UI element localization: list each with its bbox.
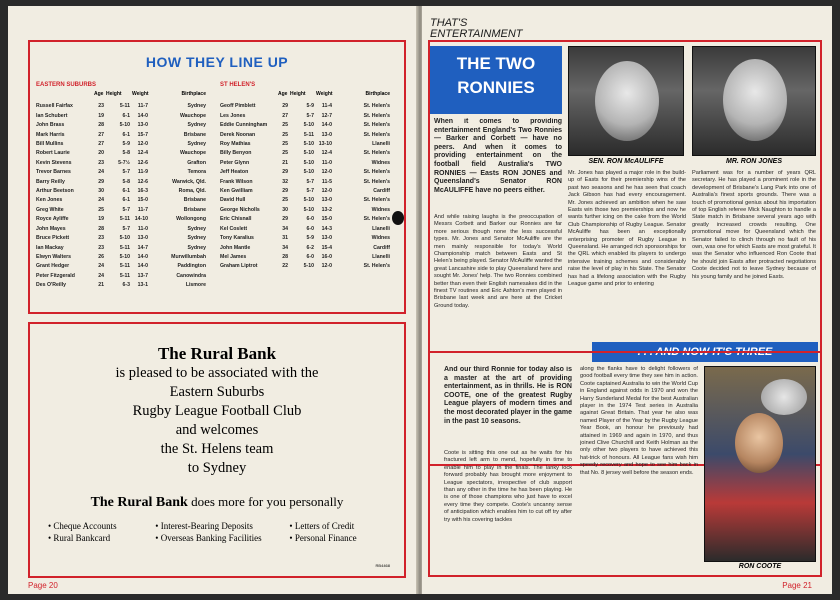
coote-column-1: Coote is sitting this one out as he waits for his fractured left arm to mend, hopefully in time to enable him to play in the finals. The lanky lock forward probably has brought more enjoyment to League spectators, irrespective of club support than any other in the time he has been playing. He is one of those champions who just have to excel every time they compete. Coote's uncanny sense of anticipation which enables him to cut off try after try with his covering tackles (444, 450, 572, 523)
table-row: Arthur Beetson 30 6-1 16-3 Roma, Qld. (36, 188, 206, 195)
article-column-1: And while raising laughs is the preoccupation of Messrs Corbett and Barker our Ronnies are far more serious though none the less successful types. Mr. Jones and Senator McAuliffe are the men mainly responsible for today's World Championship match between Easts and St Helen's being played. Senator McAuliffe wanted the great Lancashire side to play Queensland here and sought Mr. Jones' help. The two Ronnies combined better than even their English namesakes did in the finest TV routines and Eric Ashton's men played in Brisbane last week and are here at the Cricket Ground today. (434, 214, 562, 309)
table-row: Mel James 28 6-0 16-0 Llanelli (220, 253, 390, 260)
team-name: EASTERN SUBURBS (36, 82, 97, 88)
table-row: Trevor Barnes 24 5-7 11-9 Temora (36, 169, 206, 176)
lineup-title: HOW THEY LINE UP (145, 54, 289, 70)
table-row: Ken Jones 24 6-1 15-0 Brisbane (36, 197, 206, 204)
table-row: John Mayes 28 5-7 11-0 Sydney (36, 225, 206, 232)
caption-mcauliffe: SEN. RON McAULIFFE (588, 158, 664, 165)
page-number: Page 21 (782, 581, 812, 590)
bank-services: • Cheque Accounts • Interest-Bearing Deposits • Letters of Credit • Rural Bankcard • Overseas Banking Facilities • Personal Finance (48, 521, 357, 543)
photo-coote (704, 366, 816, 562)
article-column-3: Parliament was for a number of years QRL secretary. He has played a prominent role in the development of Brisbane's Lang Park into one of Australia's finest sports grounds. There was a touch of promotional genius about his importation of top English referee Mick Naughton to handle a State match in Brisbane several years ago with greatly increased crowds resulting. One promotional move for Queensland which the Senator failed to clinch through no fault of his own, was one for which Easts are most grateful. It was the Senator who influenced Ron Coote that he should join Easts after protracted negotiations Coote decided not to leave Sydney because of his young family and he joined Easts. (692, 170, 816, 280)
bank-line: Eastern Suburbs (169, 384, 265, 400)
bank-line: Rugby League Football Club (132, 403, 302, 419)
coote-column-2: along the flanks have to delight followers of good football every time they see him in action. Coote captained Australia to win the World Cup in England against odds in 1970 and won the Harry Sunderland Medal for the best Australian player in the 1974 Test series in Australia against Great Britain. That year he also was named Player of the Year by the Rugby League Year Book, an honour he previously had attained in 1969 and again in 1970, and thus joined Clive Churchill and Keith Holman as the only other two players to have achieved this hat-trick of honours. All League fans wish him speedy recovery and hope to see him back in that No. 8 jersey well before the season ends. (580, 366, 698, 476)
table-row: Russell Fairfax 23 5-11 11-7 Sydney (36, 103, 206, 110)
table-row: Ian Schubert 19 6-1 14-0 Wauchope (36, 112, 206, 119)
table-row: Royce Ayliffe 19 5-11 14-10 Wollongong (36, 216, 206, 223)
photo-jones (692, 46, 816, 156)
table-row: John Mantle 34 6-2 15-4 Cardiff (220, 244, 390, 251)
bank-line: and welcomes (175, 422, 259, 438)
table-row: Kevin Stevens 23 5-7½ 12-6 Grafton (36, 159, 206, 166)
table-row: Bruce Pickett 23 5-10 13-0 Sydney (36, 235, 206, 242)
table-row: Kel Coslett 34 6-0 14-3 Llanelli (220, 225, 390, 232)
table-row: Graham Liptrot 22 5-10 12-0 St. Helen's (220, 263, 390, 270)
table-row: Derek Noonan 25 5-11 13-0 St. Helen's (220, 131, 390, 138)
eastern-suburbs-table (36, 82, 214, 291)
punch-hole (392, 211, 404, 225)
kicker: THAT'S ENTERTAINMENT (430, 17, 523, 40)
table-row: Roy Mathias 25 5-10 13-10 Llanelli (220, 141, 390, 148)
table-row: Tony Karalius 31 5-9 13-0 Widnes (220, 235, 390, 242)
table-row: Ken Gwilliam 29 5-7 12-0 Cardiff (220, 188, 390, 195)
team-name: ST HELEN'S (220, 82, 256, 88)
table-row: Mark Harris 27 6-1 15-7 Brisbane (36, 131, 206, 138)
table-row: Bill Mullins 27 5-9 12-0 Sydney (36, 141, 206, 148)
intro-text: When it comes to providing entertainment England's Two Ronnies — Barker and Corbett — have no peers. And when it comes to providing entertainment on the football field Australia's TWO RONNIES — Easts RON JONES and Queensland's Senator RON McAULIFFE have no peers either. (434, 118, 562, 194)
table-row: Peter Fitzgerald 24 5-11 13-7 Canowindra (36, 272, 206, 279)
lineup-box (28, 40, 406, 314)
table-row: George Nicholls 30 5-10 13-2 Widnes (220, 206, 390, 213)
table-row: Billy Benyon 25 5-10 12-4 St. Helen's (220, 150, 390, 157)
table-row: Eddie Cunningham 25 5-10 14-0 St. Helen's (220, 122, 390, 129)
rural-bank-ad (28, 322, 406, 578)
table-row: Des O'Reilly 21 6-3 13-1 Lismore (36, 282, 206, 289)
st-helens-table (220, 82, 398, 291)
article-column-2: Mr. Jones has played a major role in the build-up of Easts for their premiership wins of the past two seasons and he has seen that coach Jack Gibson has had every encouragement. Mr. Jones achieved an ambition when he saw Easts win those two premierships and now he wants further icing on the cake from the World Club Championship of Rugby League. Senator McAuliffe has been an exceptionally enterprising promoter of Rugby League in Queensland. He arranged rich sponsorships for the QRL which enabled its players to undergo intensive training schemes and considerably raise the level of play in his State. The Senator has had a lifelong association with the Rugby League game and prior to entering (568, 170, 686, 288)
table-header: Age Height Weight Birthplace (94, 91, 206, 97)
table-row: Greg White 25 5-7 11-7 Brisbane (36, 206, 206, 213)
table-row: David Hull 25 5-10 13-0 St. Helen's (220, 197, 390, 204)
table-row: Peter Glynn 21 5-10 11-0 Widnes (220, 159, 390, 166)
and-now-its-three-banner: . . . AND NOW IT'S THREE (592, 342, 818, 362)
bank-slogan: The Rural Bank does more for you personally (90, 494, 344, 510)
table-header: Age Height Weight Birthplace (278, 91, 390, 97)
caption-coote: RON COOTE (738, 563, 782, 570)
table-row: Les Jones 27 5-7 12-7 St. Helen's (220, 112, 390, 119)
table-body (220, 102, 398, 271)
bank-line: to Sydney (187, 460, 247, 476)
table-row: John Brass 28 5-10 13-0 Sydney (36, 122, 206, 129)
page-number: Page 20 (28, 581, 58, 590)
table-row: Elwyn Walters 26 5-10 14-0 Murwillumbah (36, 253, 206, 260)
bank-line: is pleased to be associated with the (115, 365, 319, 381)
table-row: Jeff Heaton 29 5-10 12-0 St. Helen's (220, 169, 390, 176)
table-row: Robert Laurie 20 5-8 12-4 Wauchope (36, 150, 206, 157)
photo-mcauliffe (568, 46, 684, 156)
table-row: Ian Mackay 23 5-11 14-7 Sydney (36, 244, 206, 251)
coote-intro: And our third Ronnie for today also is a master at the art of providing entertainment, as in thrills. He is RON COOTE, one of the greatest Rugby League players of modern times and the most decorated player in the game in the past 10 seasons. (444, 366, 572, 425)
table-body (36, 102, 214, 290)
bank-line: the St. Helens team (160, 441, 274, 457)
page-left (8, 6, 418, 594)
ad-code: RB4468 (375, 563, 390, 568)
table-row: Eric Chisnall 29 6-0 15-0 St. Helen's (220, 216, 390, 223)
bank-title: The Rural Bank (157, 344, 277, 363)
table-row: Barry Reilly 29 5-8 12-6 Warwick, Qld. (36, 178, 206, 185)
table-row: Geoff Pimblett 29 5-9 11-4 St. Helen's (220, 103, 390, 110)
page-right (422, 6, 832, 594)
headline: THE TWO RONNIES (430, 46, 562, 114)
table-row: Frank Wilson 32 5-7 11-5 St. Helen's (220, 178, 390, 185)
table-row: Grant Hedger 24 5-11 14-0 Paddington (36, 263, 206, 270)
caption-jones: MR. RON JONES (725, 158, 782, 165)
